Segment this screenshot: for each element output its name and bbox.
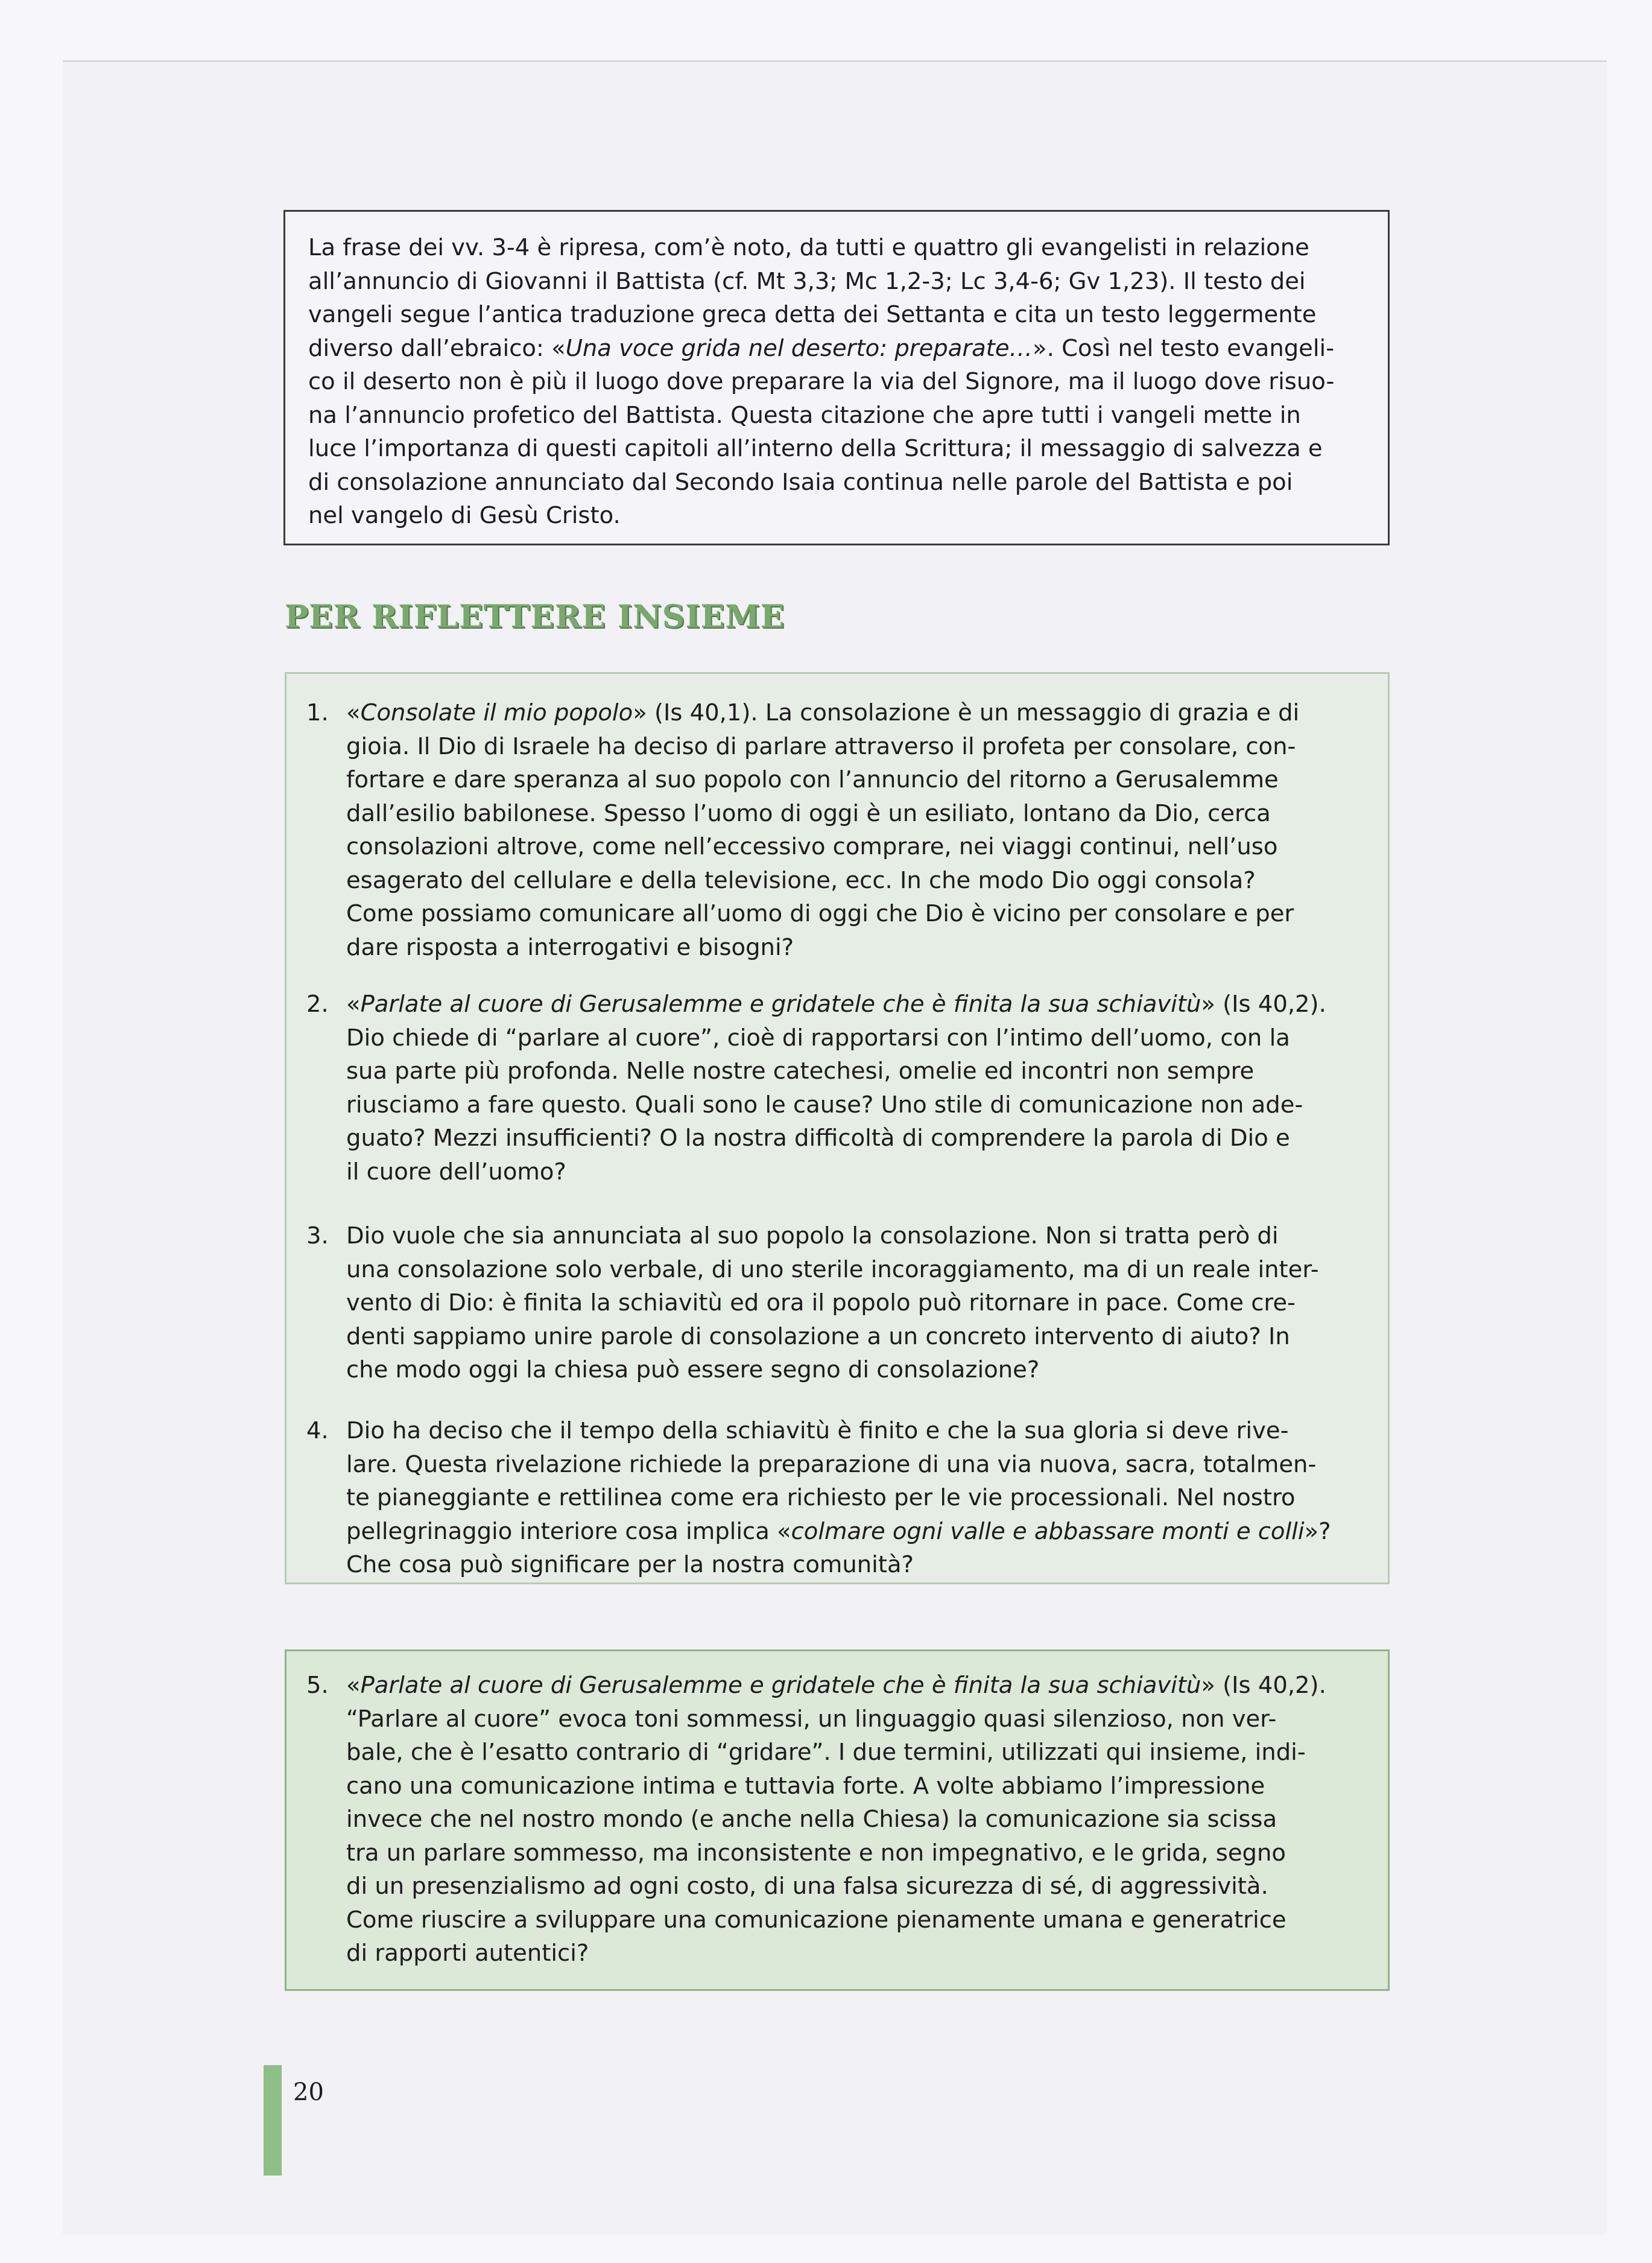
reflection-item-1 (306, 696, 1362, 964)
item-line: vento di Dio: è finita la schiavitù ed ora il popolo può ritornare in pace. Come cre- (346, 1289, 1296, 1316)
italic-quote: Una voce grida nel deserto: preparate… (565, 334, 1033, 362)
section-heading: PER RIFLETTERE INSIEME (285, 598, 785, 635)
reflection-item-2 (306, 988, 1362, 1189)
item-line: gioia. Il Dio di Israele ha deciso di parlare attraverso il profeta per consolare, con- (346, 732, 1296, 760)
italic-quote: Consolate il mio popolo (360, 699, 633, 726)
item-line: Dio vuole che sia annunciata al suo popolo la consolazione. Non si tratta però di (346, 1222, 1279, 1249)
intro-line: all’annuncio di Giovanni il Battista (cf. Mt 3,3; Mc 1,2-3; Lc 3,4-6; Gv 1,23). Il testo dei (308, 267, 1306, 295)
item-line: Come possiamo comunicare all’uomo di oggi che Dio è vicino per consolare e per (346, 900, 1294, 927)
item-line: dall’esilio babilonese. Spesso l’uomo di oggi è un esiliato, lontano da Dio, cerca (346, 799, 1271, 827)
intro-line: co il deserto non è più il luogo dove preparare la via del Signore, ma il luogo dove risuo- (308, 368, 1335, 395)
intro-box (283, 210, 1390, 545)
intro-line: vangeli segue l’antica traduzione greca detta dei Settanta e cita un testo leggermente (308, 301, 1317, 328)
intro-line-text: diverso dall’ebraico: «Una voce grida nel deserto: preparate…». Così nel testo evangeli- (308, 334, 1335, 362)
item-line: che modo oggi la chiesa può essere segno di consolazione? (346, 1356, 1040, 1383)
item-line: fortare e dare speranza al suo popolo con l’annuncio del ritorno a Gerusalemme (346, 766, 1279, 793)
item-line: invece che nel nostro mondo (e anche nella Chiesa) la comunicazione sia scissa (346, 1806, 1277, 1833)
top-rule (63, 60, 1607, 62)
item-text (346, 1219, 1362, 1387)
item-number: 5. (306, 1672, 329, 1699)
item-line: denti sappiamo unire parole di consolazione a un concreto intervento di aiuto? In (346, 1322, 1290, 1350)
page-number-bar (264, 2065, 282, 2176)
item-line: «Consolate il mio popolo» (Is 40,1). La consolazione è un messaggio di grazia e di (346, 699, 1300, 726)
item-line: «Parlate al cuore di Gerusalemme e gridatele che è finita la sua schiavitù» (Is 40,2). (346, 1672, 1326, 1699)
item-line: guato? Mezzi insufficienti? O la nostra difficoltà di comprendere la parola di Dio e (346, 1125, 1290, 1152)
item-line: lare. Questa rivelazione richiede la preparazione di una via nuova, sacra, totalmen- (346, 1450, 1317, 1478)
item-line: riusciamo a fare questo. Quali sono le cause? Uno stile di comunicazione non ade- (346, 1091, 1303, 1119)
item-text (346, 1414, 1362, 1582)
item-number: 3. (306, 1222, 329, 1249)
item-line: tra un parlare sommesso, ma inconsistente e non impegnativo, e le grida, segno (346, 1839, 1286, 1867)
item-line: “Parlare al cuore” evoca toni sommessi, un linguaggio quasi silenzioso, non ver- (346, 1705, 1277, 1733)
item-number: 2. (306, 991, 329, 1018)
item-line: il cuore dell’uomo? (346, 1158, 566, 1185)
intro-line: La frase dei vv. 3-4 è ripresa, com’è noto, da tutti e quattro gli evangelisti in relazione (308, 234, 1309, 261)
item-line: «Parlate al cuore di Gerusalemme e gridatele che è finita la sua schiavitù» (Is 40,2). (346, 991, 1326, 1018)
item-number: 4. (306, 1417, 329, 1444)
item-line: te pianeggiante e rettilinea come era richiesto per le vie processionali. Nel nostro (346, 1484, 1296, 1511)
item-line: consolazioni altrove, come nell’eccessivo comprare, nei viaggi continui, nell’uso (346, 833, 1278, 860)
intro-line: di consolazione annunciato dal Secondo Isaia continua nelle parole del Battista e poi (308, 468, 1293, 496)
item-line: pellegrinaggio interiore cosa implica «colmare ogni valle e abbassare monti e colli»? (346, 1517, 1331, 1545)
intro-line: nel vangelo di Gesù Cristo. (308, 502, 621, 529)
item-line: di rapporti autentici? (346, 1940, 589, 1967)
reflection-item-4 (306, 1414, 1362, 1582)
item-line: sua parte più profonda. Nelle nostre catechesi, omelie ed incontri non sempre (346, 1058, 1255, 1085)
intro-line (308, 332, 1365, 366)
intro-line: na l’annuncio profetico del Battista. Questa citazione che apre tutti i vangeli mette in (308, 401, 1301, 429)
italic-quote: Parlate al cuore di Gerusalemme e gridatele che è finita la sua schiavitù (360, 1672, 1201, 1699)
item-text (346, 696, 1362, 964)
item-line: Che cosa può significare per la nostra comunità? (346, 1551, 914, 1578)
item-line: una consolazione solo verbale, di uno sterile incoraggiamento, ma di un reale inter- (346, 1255, 1319, 1283)
item-line: dare risposta a interrogativi e bisogni? (346, 933, 794, 961)
item-line: di un presenzialismo ad ogni costo, di una falsa sicurezza di sé, di aggressività. (346, 1873, 1268, 1900)
intro-line: luce l’importanza di questi capitoli all’interno della Scrittura; il messaggio di salvezza e (308, 435, 1323, 462)
item-line: bale, che è l’esatto contrario di “gridare”. I due termini, utilizzati qui insieme, indi- (346, 1739, 1306, 1766)
item-number: 1. (306, 699, 329, 726)
page-number: 20 (293, 2078, 324, 2106)
reflection-item-3 (306, 1219, 1362, 1387)
item-line: esagerato del cellulare e della televisione, ecc. In che modo Dio oggi consola? (346, 866, 1256, 894)
item-line: Come riuscire a sviluppare una comunicazione pienamente umana e generatrice (346, 1906, 1286, 1934)
italic-quote: colmare ogni valle e abbassare monti e colli (791, 1517, 1305, 1545)
item-line: Dio ha deciso che il tempo della schiavitù è finito e che la sua gloria si deve rive- (346, 1417, 1289, 1444)
item-line: Dio chiede di “parlare al cuore”, cioè di rapportarsi con l’intimo dell’uomo, con la (346, 1024, 1290, 1052)
reflection-item-5 (306, 1669, 1362, 1970)
item-line: cano una comunicazione intima e tuttavia forte. A volte abbiamo l’impressione (346, 1772, 1265, 1800)
italic-quote: Parlate al cuore di Gerusalemme e gridatele che è finita la sua schiavitù (360, 991, 1201, 1018)
item-text (346, 988, 1362, 1189)
item-text (346, 1669, 1362, 1970)
